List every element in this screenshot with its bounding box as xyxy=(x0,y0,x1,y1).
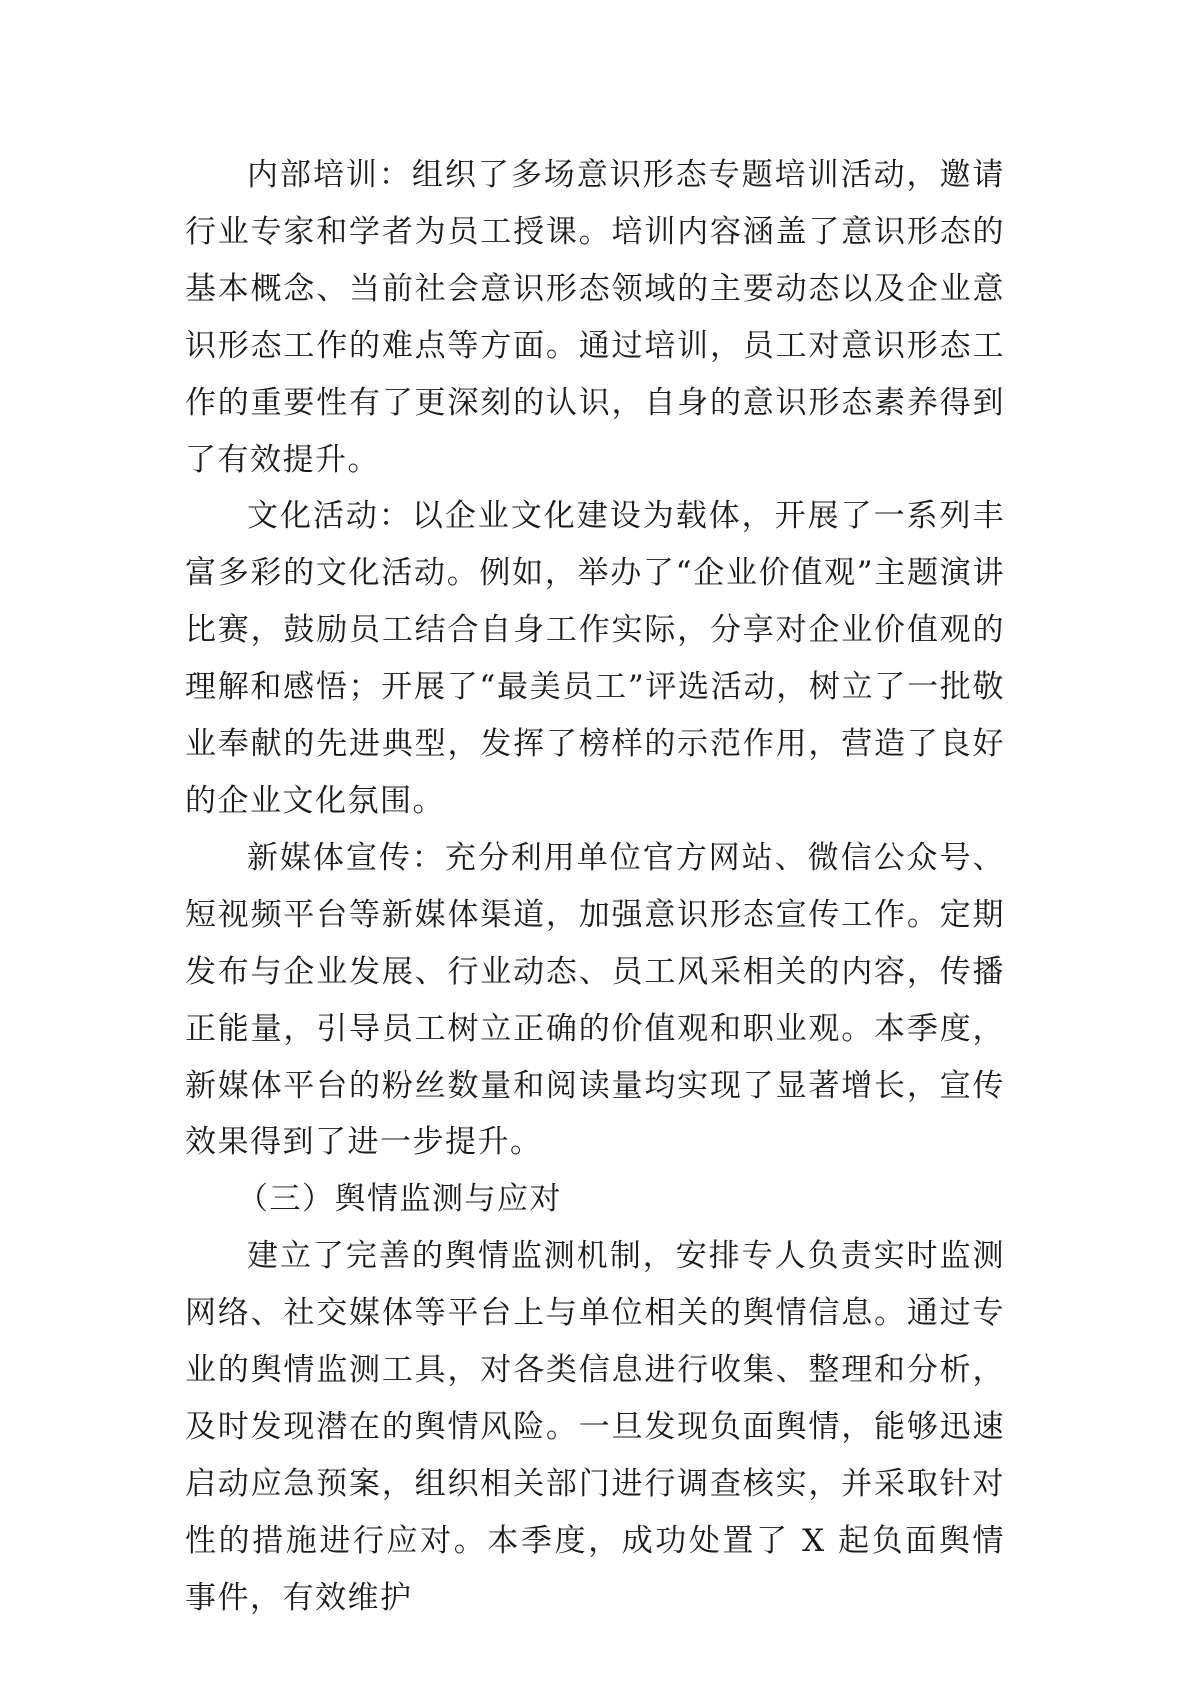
document-body xyxy=(185,147,1005,1627)
paragraph-cultural-activities: 文化活动：以企业文化建设为载体，开展了一系列丰富多彩的文化活动。例如，举办了“企业价值观”主题演讲比赛，鼓励员工结合自身工作实际，分享对企业价值观的理解和感悟；开展了“最美员工”评选活动，树立了一批敬业奉献的先进典型，发挥了榜样的示范作用，营造了良好的企业文化氛围。 xyxy=(185,498,1005,819)
paragraph-internal-training: 内部培训：组织了多场意识形态专题培训活动，邀请行业专家和学者为员工授课。培训内容涵盖了意识形态的基本概念、当前社会意识形态领域的主要动态以及企业意识形态工作的难点等方面。通过培训，员工对意识形态工作的重要性有了更深刻的认识，自身的意识形态素养得到了有效提升。 xyxy=(185,157,1005,478)
paragraph-public-opinion-monitoring: 建立了完善的舆情监测机制，安排专人负责实时监测网络、社交媒体等平台上与单位相关的舆情信息。通过专业的舆情监测工具，对各类信息进行收集、整理和分析，及时发现潜在的舆情风险。一旦发现负面舆情，能够迅速启动应急预案，组织相关部门进行调查核实，并采取针对性的措施进行应对。本季度，成功处置了 X 起负面舆情事件，有效维护 xyxy=(185,1238,1005,1616)
section-heading-public-opinion: （三）舆情监测与应对 xyxy=(237,1181,562,1218)
paragraph-new-media-publicity: 新媒体宣传：充分利用单位官方网站、微信公众号、短视频平台等新媒体渠道，加强意识形态宣传工作。定期发布与企业发展、行业动态、员工风采相关的内容，传播正能量，引导员工树立正确的价值观和职业观。本季度，新媒体平台的粉丝数量和阅读量均实现了显著增长，宣传效果得到了进一步提升。 xyxy=(185,839,1005,1161)
